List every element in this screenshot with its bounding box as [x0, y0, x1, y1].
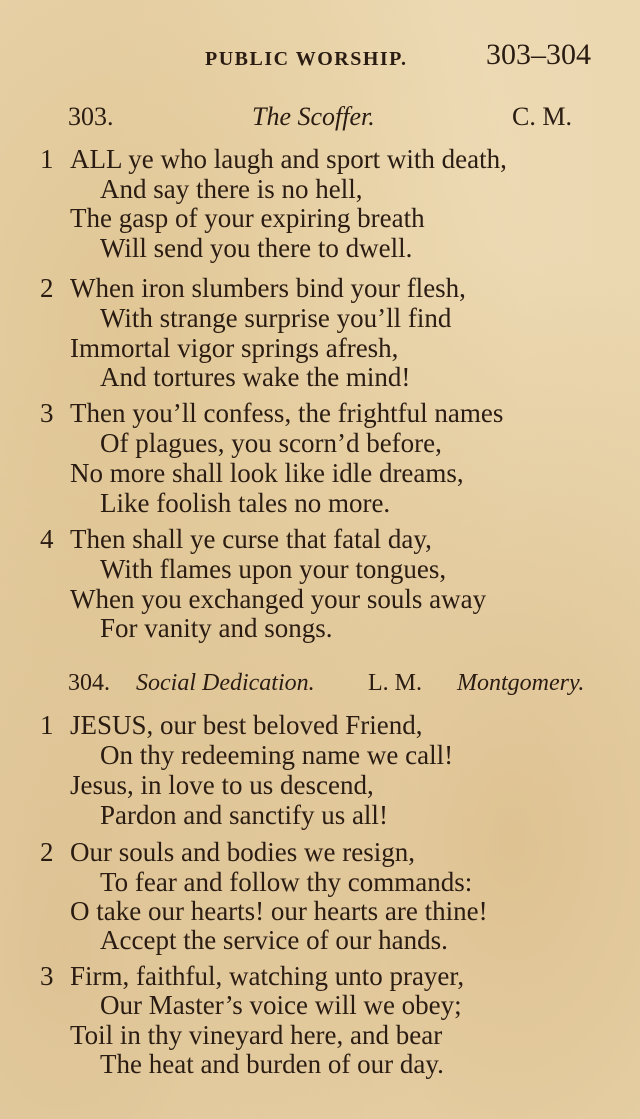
verse-line: O take our hearts! our hearts are thine!	[70, 896, 488, 926]
verse-line: With flames upon your tongues,	[100, 554, 447, 584]
verse-line: With strange surprise you’ll find	[100, 303, 452, 333]
verse-line: When iron slumbers bind your flesh,	[70, 273, 466, 303]
verse-line: The gasp of your expiring breath	[70, 203, 425, 233]
verse-line: No more shall look like idle dreams,	[70, 458, 464, 488]
hymn-meter: C. M.	[512, 102, 572, 131]
verse-line: Our Master’s voice will we obey;	[100, 990, 462, 1020]
running-title: PUBLIC WORSHIP.	[205, 48, 408, 70]
hymn-number: 303.	[68, 102, 114, 131]
verse-line: Immortal vigor springs afresh,	[70, 333, 399, 363]
verse-line: ALL ye who laugh and sport with death,	[70, 144, 507, 174]
verse-number: 3	[40, 398, 54, 428]
verse-line: Jesus, in love to us descend,	[70, 770, 374, 800]
verse-line: And say there is no hell,	[100, 174, 363, 204]
hymn-heading	[0, 102, 640, 136]
hymn-number: 304.	[68, 670, 110, 696]
verse-line: Then shall ye curse that fatal day,	[70, 524, 432, 554]
hymn-heading	[0, 670, 640, 704]
verse-number: 1	[40, 710, 54, 740]
verse-number: 2	[40, 837, 54, 867]
verse-line: On thy redeeming name we call!	[100, 740, 454, 770]
verse-line: The heat and burden of our day.	[100, 1049, 444, 1079]
verse-line: Our souls and bodies we resign,	[70, 837, 415, 867]
verse-line: JESUS, our best beloved Friend,	[70, 710, 423, 740]
verse-line: Like foolish tales no more.	[100, 488, 391, 518]
verse-line: Firm, faithful, watching unto prayer,	[70, 961, 465, 991]
verse-line: Pardon and sanctify us all!	[100, 800, 388, 830]
verse-line: When you exchanged your souls away	[70, 584, 487, 614]
hymn-title: Social Dedication.	[136, 670, 315, 696]
verse-line: Then you’ll confess, the frightful names	[70, 398, 504, 428]
hymn-author: Montgomery.	[457, 670, 585, 696]
verse-number: 3	[40, 961, 54, 991]
verse-line: Will send you there to dwell.	[100, 233, 413, 263]
verse-line: Toil in thy vineyard here, and bear	[70, 1020, 443, 1050]
hymn-title: The Scoffer.	[252, 102, 375, 131]
verse-line: To fear and follow thy commands:	[100, 867, 473, 897]
verse-line: And tortures wake the mind!	[100, 362, 411, 392]
verse-line: Accept the service of our hands.	[100, 925, 448, 955]
page-header	[0, 38, 640, 78]
page-numbers: 303–304	[486, 38, 591, 71]
verse-line: Of plagues, you scorn’d before,	[100, 428, 442, 458]
hymn-meter: L. M.	[368, 670, 422, 696]
verse-number: 4	[40, 524, 54, 554]
verse-number: 2	[40, 273, 54, 303]
verse-line: For vanity and songs.	[100, 613, 333, 643]
verse-number: 1	[40, 144, 54, 174]
